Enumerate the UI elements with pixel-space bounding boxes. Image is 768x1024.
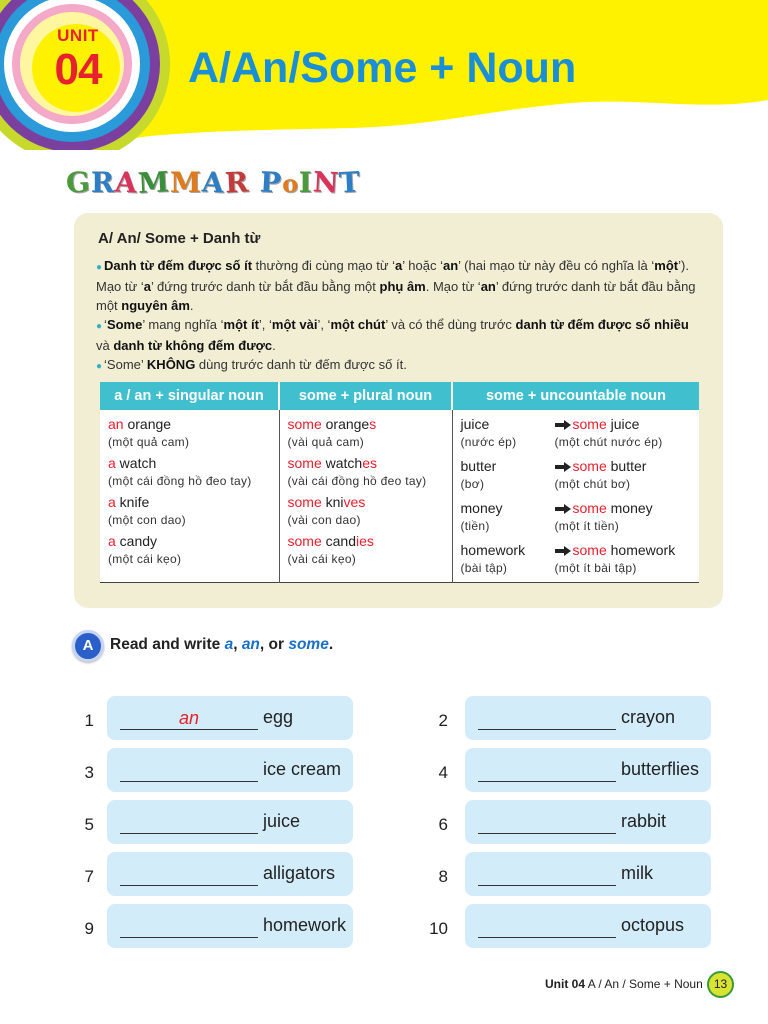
question-noun: juice <box>263 811 301 831</box>
heading-letter <box>249 166 260 199</box>
rule-2: ● ‘Some’ mang nghĩa ‘một ít’, ‘một vài’, ‘một chút’ và có thể dùng trước danh từ đếm được số nhiều và danh từ không đếm được. <box>96 317 689 353</box>
header-plural: some + plural noun <box>279 382 452 410</box>
header-uncountable: some + uncountable noun <box>452 382 699 410</box>
question-number: 9 <box>84 919 94 938</box>
question-box <box>107 904 353 948</box>
heading-letter: o <box>281 168 300 199</box>
unit-header <box>0 0 768 150</box>
bullet-icon: ● <box>96 321 103 332</box>
singular-entry: a knife (một con dao) <box>108 494 186 527</box>
uncountable-noun: homework (bài tập) <box>460 542 526 575</box>
answer-blank[interactable] <box>120 812 258 834</box>
uncountable-phrase: some butter (một chút bơ) <box>554 458 647 491</box>
question-box <box>465 852 711 896</box>
heading-letter: M <box>169 166 202 199</box>
bullet-icon: ● <box>96 262 103 273</box>
question-box <box>107 852 353 896</box>
heading-letter: P <box>258 165 283 200</box>
answer-blank[interactable] <box>120 864 258 886</box>
question-number: 3 <box>84 763 94 782</box>
question-box <box>107 748 353 792</box>
question-number: 2 <box>438 711 448 730</box>
heading-letter: T <box>338 165 363 200</box>
question-box <box>107 800 353 844</box>
question-noun: milk <box>621 863 653 883</box>
noun-article-table <box>100 382 699 583</box>
answer-blank[interactable] <box>478 812 616 834</box>
question-number: 4 <box>438 763 448 782</box>
heading-letter: N <box>312 165 341 200</box>
arrow-right-icon <box>555 420 571 430</box>
bullet-icon: ● <box>96 361 103 372</box>
question-number: 7 <box>84 867 94 886</box>
plural-column <box>279 410 452 583</box>
footer-unit-title: Unit 04 A / An / Some + Noun <box>545 977 703 991</box>
uncountable-phrase: some homework (một ít bài tập) <box>554 542 676 575</box>
question-noun: rabbit <box>621 811 667 831</box>
question-number: 5 <box>84 815 94 834</box>
heading-letter: A <box>201 165 226 200</box>
question-noun: egg <box>263 707 294 727</box>
page-title: A/An/Some + Noun <box>188 44 577 92</box>
heading-letter: R <box>90 166 116 199</box>
grammar-point-heading <box>66 166 361 199</box>
singular-column <box>100 410 279 583</box>
plural-entry: some watches (vài cái đồng hồ đeo tay) <box>287 455 427 488</box>
singular-entry: an orange (một quả cam) <box>108 416 190 449</box>
heading-letter: G <box>65 165 92 200</box>
uncountable-phrase: some juice (một chút nước ép) <box>554 416 663 449</box>
rule-1: ● Danh từ đếm được số ít thường đi cùng mạo từ ‘a’ hoặc ‘an’ (hai mạo từ này đều có nghĩa là ‘một’). Mạo từ ‘a’ đứng trước danh từ bắt đầu bằng một phụ âm. Mạo từ ‘an’ đứng trước danh từ bắt đầu bằng một nguyên âm. <box>96 258 696 313</box>
question-number: 1 <box>84 711 94 730</box>
answer-blank[interactable]: an <box>120 708 258 730</box>
singular-entry: a candy (một cái kẹo) <box>108 533 182 566</box>
plural-entry: some oranges (vài quả cam) <box>287 416 377 449</box>
question-noun: crayon <box>621 707 676 727</box>
question-number: 8 <box>438 867 448 886</box>
rule-3: ● ‘Some’ KHÔNG dùng trước danh từ đếm được số ít. <box>96 357 407 372</box>
unit-label: UNIT <box>57 26 99 45</box>
question-number: 10 <box>429 919 448 938</box>
heading-letter: R <box>223 165 250 200</box>
uncountable-noun: juice (nước ép) <box>460 416 517 449</box>
answer-blank[interactable] <box>478 760 616 782</box>
answer-blank[interactable] <box>478 864 616 886</box>
exercise-instruction: Read and write a, an, or some. <box>110 636 334 653</box>
uncountable-noun: butter (bơ) <box>460 458 497 491</box>
page-number: 13 <box>707 971 734 998</box>
question-box <box>465 748 711 792</box>
question-noun: alligators <box>263 863 336 883</box>
header-singular: a / an + singular noun <box>100 382 279 410</box>
unit-number: 04 <box>54 45 102 94</box>
question-box <box>107 696 353 740</box>
question-noun: octopus <box>621 915 685 935</box>
uncountable-phrase: some money (một ít tiền) <box>554 500 653 533</box>
plural-entry: some candies (vài cái kẹo) <box>287 533 374 566</box>
heading-letter: M <box>137 165 171 200</box>
answer-blank[interactable] <box>478 916 616 938</box>
heading-letter: I <box>298 166 313 199</box>
answer-blank[interactable] <box>120 916 258 938</box>
grammar-box-title: A/ An/ Some + Danh từ <box>98 230 261 247</box>
question-noun: homework <box>263 915 347 935</box>
question-noun: ice cream <box>263 759 342 779</box>
question-box <box>465 696 711 740</box>
arrow-right-icon <box>555 462 571 472</box>
question-box <box>465 904 711 948</box>
plural-entry: some knives (vài con dao) <box>287 494 366 527</box>
arrow-right-icon <box>555 504 571 514</box>
heading-letter: A <box>114 165 139 200</box>
question-box <box>465 800 711 844</box>
answer-blank[interactable] <box>120 760 258 782</box>
grammar-box <box>74 213 723 608</box>
exercise-badge: A <box>72 630 104 662</box>
grammar-explanation <box>96 256 702 376</box>
question-number: 6 <box>438 815 448 834</box>
table-row <box>100 410 699 583</box>
singular-entry: a watch (một cái đồng hồ đeo tay) <box>108 455 252 488</box>
arrow-right-icon <box>555 546 571 556</box>
answer-blank[interactable] <box>478 708 616 730</box>
question-noun: butterflies <box>621 759 700 779</box>
uncountable-noun: money (tiền) <box>460 500 503 533</box>
uncountable-column <box>452 410 699 583</box>
